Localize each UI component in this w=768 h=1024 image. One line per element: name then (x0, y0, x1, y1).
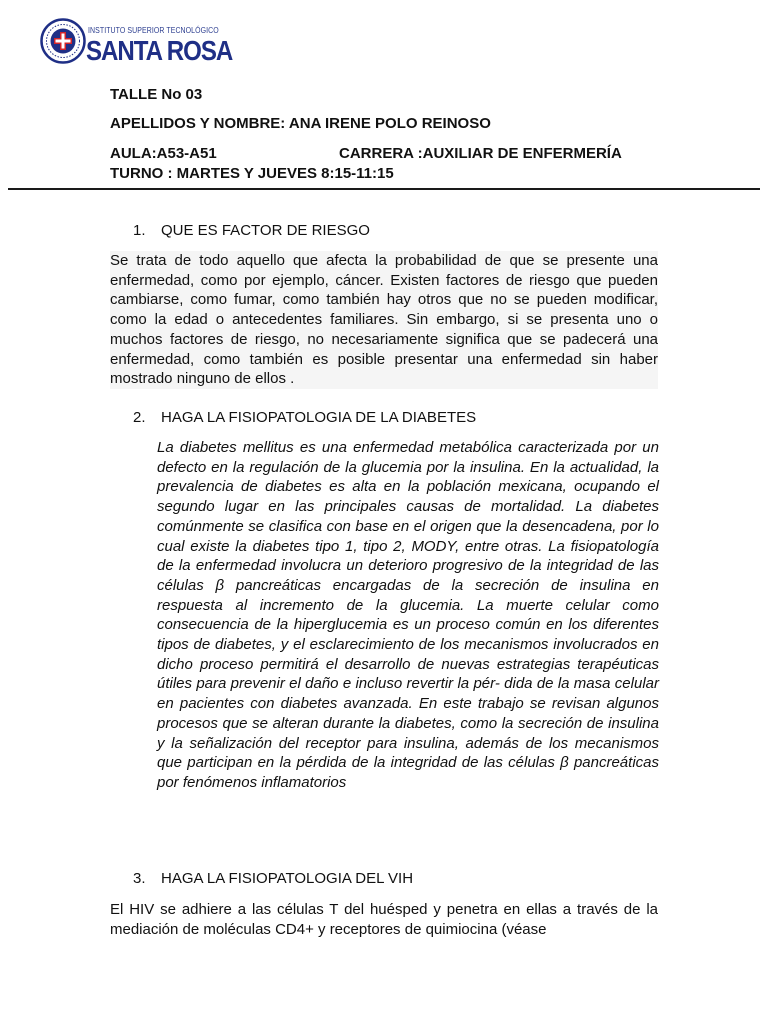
carrera-field: CARRERA :AUXILIAR DE ENFERMERÍA (339, 145, 622, 162)
turno-field: TURNO : MARTES Y JUEVES 8:15-11:15 (110, 165, 394, 182)
section-number: 3. (133, 870, 146, 887)
section-body-1: Se trata de todo aquello que afecta la probabilidad de que se presente una enfermedad, como por ejemplo, cáncer. Existen factores de riesgo que pueden cambiarse, como fumar, como también hay otros que no se pueden modificar, como la edad o antecedentes familiares. Sin embargo, si se presenta uno o muchos factores de riesgo, no necesariamente significa que se padecerá una enfermedad, como también es posible presentar una enfermedad sin haber mostrado ninguno de ellos . (110, 252, 658, 388)
section-heading-1 (133, 222, 370, 239)
section-heading-3 (133, 870, 413, 887)
student-name-line: APELLIDOS Y NOMBRE: ANA IRENE POLO REINOSO (110, 115, 491, 132)
logo-institute-line: INSTITUTO SUPERIOR TECNOLÓGICO (88, 25, 219, 35)
section-body-2: La diabetes mellitus es una enfermedad metabólica caracterizada por un defecto en la regulación de la glucemia por la insulina. En la actualidad, la prevalencia de diabetes es alta en la población mexicana, ocupando el segundo lugar en las principales causas de mortalidad. La diabetes comúnmente se clasifica con base en el origen que la desencadena, por lo cual existe la diabetes tipo 1, tipo 2, MODY, entre otras. La fisiopatología de la enfermedad involucra un deterioro progresivo de la integridad de las células β pancreáticas encargadas de la secreción de insulina en respuesta al incremento de la glucemia. La muerte celular como consecuencia de la hiperglucemia es un proceso común en los diferentes tipos de diabetes, y el esclarecimiento de los mecanismos involucrados en dicho proceso permitirá el desarrollo de nuevas estrategias terapéuticas útiles para prevenir el daño e incluso revertir la pér- dida de la masa celular en pacientes con diabetes avanzada. En este trabajo se revisan algunos procesos que se alteran durante la diabetes, como la secreción de insulina y la señalización del receptor para insulina, además de los mecanismos que participan en la pérdida de la integridad de las células β pancreáticas por fenómenos inflamatorios (157, 439, 659, 791)
seal-icon (40, 18, 86, 64)
section-number: 2. (133, 409, 146, 426)
section-body-3: El HIV se adhiere a las células T del huésped y penetra en ellas a través de la mediación de moléculas CD4+ y receptores de quimiocina (véase (110, 901, 658, 938)
section-number: 1. (133, 222, 146, 239)
institute-logo (40, 16, 233, 72)
section-heading-text: QUE ES FACTOR DE RIESGO (161, 222, 370, 239)
header-divider (8, 188, 760, 190)
section-heading-2 (133, 409, 476, 426)
section-heading-text: HAGA LA FISIOPATOLOGIA DE LA DIABETES (161, 409, 477, 426)
aula-field: AULA:A53-A51 (110, 145, 217, 162)
section-heading-text: HAGA LA FISIOPATOLOGIA DEL VIH (161, 870, 414, 887)
document-title: TALLE No 03 (110, 86, 203, 103)
logo-name: SANTA ROSA (86, 35, 233, 66)
